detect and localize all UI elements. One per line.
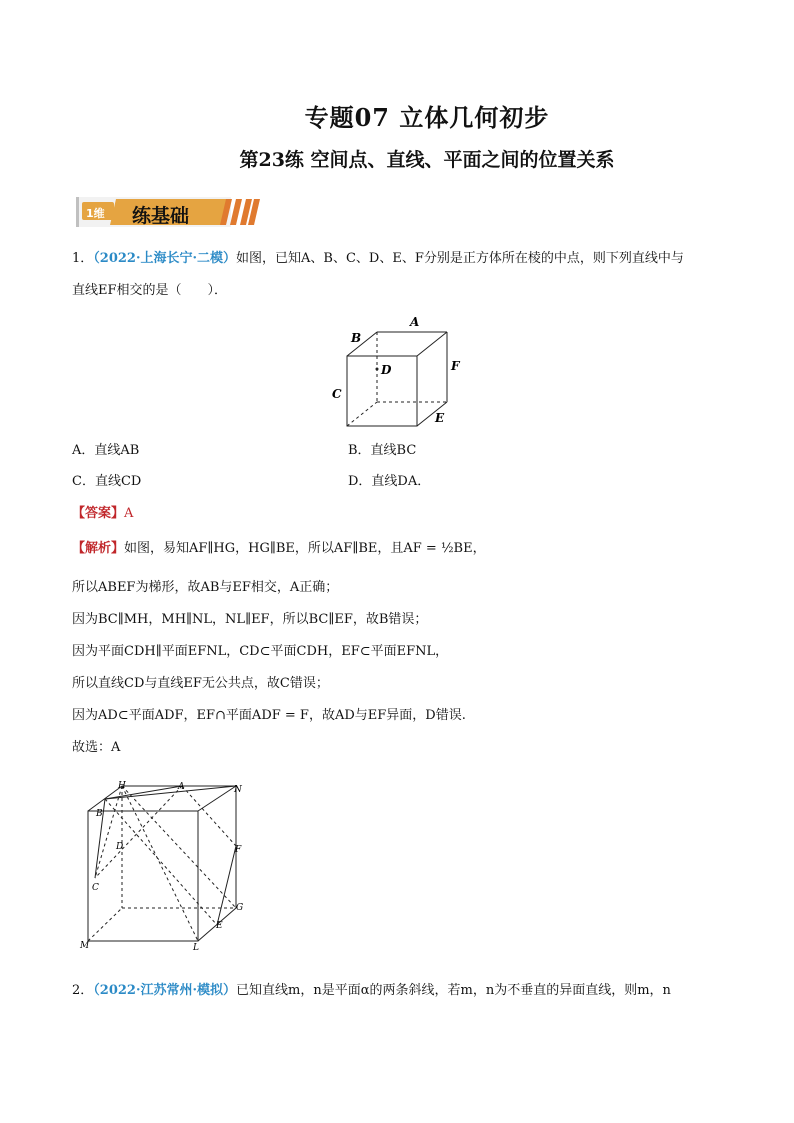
fig2-label-d: D [116,842,124,852]
fig2-label-a: A [178,782,185,792]
q2-source: （2022·江苏常州·模拟） [93,983,237,998]
banner-badge: 1维 [86,207,105,220]
fig2-label-g: G [236,903,244,913]
page-title: 专题07 立体几何初步 [304,103,550,132]
fig2-label-h: H [118,781,126,791]
q2-line [72,982,671,1000]
fig1-label-d: D [381,363,392,377]
fig2-label-n: N [234,785,242,795]
analysis-line-4: 因为平面CDH∥平面EFNL，CD⊂平面CDH，EF⊂平面EFNL， [72,644,449,659]
answer-value: A [124,506,134,521]
fig2-label-c: C [92,883,99,893]
fig2-label-f: F [235,845,242,855]
q1-answer [72,505,133,523]
fig2-label-e: E [216,921,223,931]
cube-figure-2 [78,778,258,953]
fig1-label-c: C [332,387,342,401]
analysis-line-1 [72,540,486,558]
q1-text-line2: 直线EF相交的是（ ）． [72,283,228,298]
fig1-label-a: A [410,315,420,329]
q2-text: 已知直线m，n是平面α的两条斜线，若m，n为不垂直的异面直线，则m，n [236,983,671,998]
q2-number: 2． [72,983,94,998]
q1-text-line1: 如图，已知A、B、C、D、E、F分别是正方体所在棱的中点，则下列直线中与 [236,251,684,266]
analysis-line-7: 故选：A [72,740,121,755]
page-subtitle: 第23练 空间点、直线、平面之间的位置关系 [239,149,615,171]
banner-label: 练基础 [132,205,190,227]
section-banner [76,193,266,231]
q1-source: （2022·上海长宁·二模） [93,251,237,266]
answer-tag: 【答案】 [72,506,125,521]
q1-option-c: C．直线CD [72,474,142,489]
q1-number: 1． [72,251,94,266]
analysis-line-6: 因为AD⊂平面ADF，EF∩平面ADF = F，故AD与EF异面，D错误. [72,708,466,723]
q1-option-a: A．直线AB [72,443,140,458]
analysis-text-1: 如图，易知AF∥HG，HG∥BE，所以AF∥BE，且AF = ½BE， [124,541,486,556]
fig2-label-l: L [193,943,199,953]
fig2-label-m: M [80,941,90,951]
fig1-label-e: E [435,411,445,425]
q1-line1 [72,250,684,268]
analysis-line-5: 所以直线CD与直线EF无公共点，故C错误； [72,676,329,691]
analysis-tag: 【解析】 [72,541,125,556]
fig1-label-b: B [351,331,362,345]
q1-option-b: B．直线BC [348,443,417,458]
fig1-label-f: F [451,359,460,373]
analysis-line-2: 所以ABEF为梯形，故AB与EF相交，A正确； [72,580,339,595]
analysis-line-3: 因为BC∥MH，MH∥NL，NL∥EF，所以BC∥EF，故B错误； [72,612,428,627]
cube-figure-1 [325,312,475,432]
q1-option-d: D．直线DA． [348,474,431,489]
fig2-label-b: B [96,809,103,819]
